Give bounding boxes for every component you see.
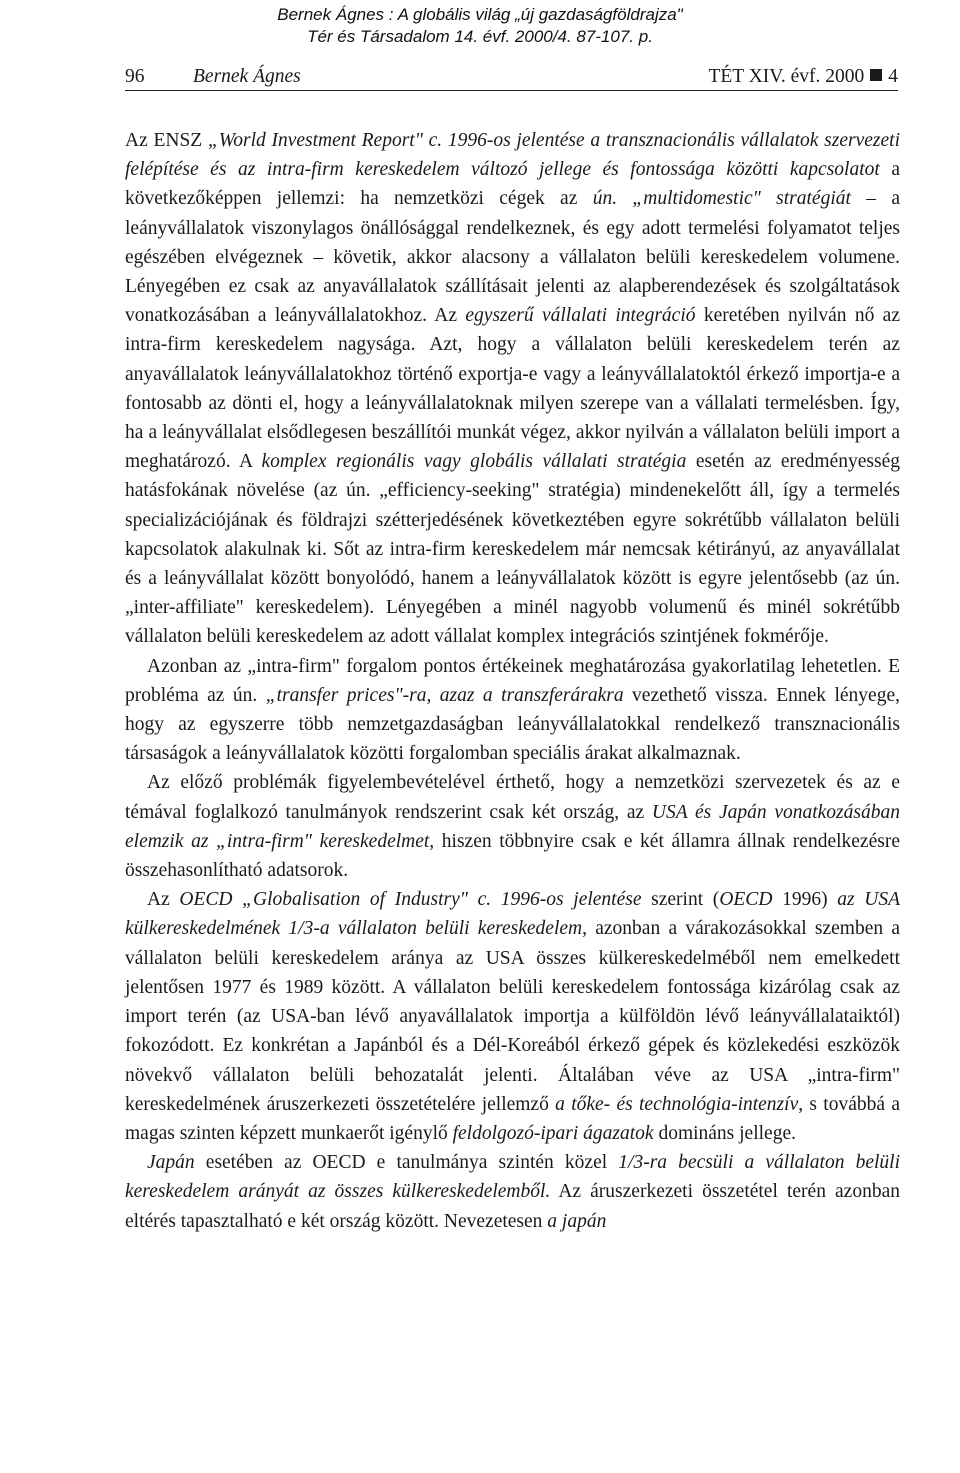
running-head <box>125 64 898 91</box>
body-text <box>125 126 900 1236</box>
italic-text-run: „World Investment Report" c. 1996-os jelentése a transznacionális vállalatok szervezeti felépítése és az intra-firm kereskedelem változó jellege és fontossága közötti kapcsolatot <box>125 130 900 181</box>
citation-header <box>0 4 960 48</box>
text-run: Az <box>147 889 180 911</box>
paragraph <box>125 768 900 885</box>
text-run: , s továbbá a magas szinten képzett munkaerőt igénylő <box>125 1093 900 1144</box>
italic-text-run: ún. „multidomestic" stratégiát <box>592 188 851 210</box>
italic-text-run: Japán <box>147 1152 195 1174</box>
citation-line-2: Tér és Társadalom 14. évf. 2000/4. 87-107. p. <box>307 27 653 46</box>
text-run: Az áruszerkezeti összetétel terén azonban eltérés tapasztalható e két ország között. Nevezetesen <box>125 1181 900 1232</box>
paragraph <box>125 126 900 652</box>
page-number: 96 <box>125 66 145 87</box>
italic-text-run: egyszerű vállalati integráció <box>465 305 696 327</box>
italic-text-run: a tőke- és technológia-intenzív <box>555 1093 799 1115</box>
italic-text-run: az USA külkereskedelmének 1/3-a vállalaton belüli kereskedelem <box>125 889 900 940</box>
text-run: Az ENSZ <box>125 130 208 151</box>
italic-text-run: 1/3-ra becsüli a vállalaton belüli kereskedelem arányát az összes külkereskedelemből. <box>125 1152 901 1203</box>
text-run: – a leányvállalatok viszonylagos önállósággal rendelkeznek, és egy adott termelési folyamatot teljes egészében elvégeznek – követik, akkor alacsony a vállalaton belüli kereskedelem volumene. Lényegében ez csak az anyavállalatok szállításait jelenti az alapberendezések és szolgáltatások vonatkozásában a leányvállalatokhoz. Az <box>125 188 901 327</box>
text-run: Az előző problémák figyelembevételével érthető, hogy a nemzetközi szervezetek és az e témával foglalkozó tanulmányok rendszerint csak két ország, az <box>125 772 900 823</box>
text-run: esetében az OECD e tanulmánya szintén közel <box>194 1152 619 1174</box>
citation-line-1: Bernek Ágnes : A globális világ „új gazdaságföldrajza" <box>277 5 683 24</box>
text-run: 1996) <box>772 889 838 911</box>
running-head-author: Bernek Ágnes <box>193 66 301 87</box>
paragraph <box>125 652 900 769</box>
running-head-journal <box>708 64 898 90</box>
italic-text-run: „transfer prices"-ra, azaz a transzferárakra <box>265 684 624 706</box>
text-run: esetén az eredményesség hatásfokának növelése (az ún. „efficiency-seeking" stratégia) mindenekelőtt áll, így a termelés specializációjának és földrajzi szétterjedésének következtében egyre sokrétűbb vállalaton belüli kapcsolatok alakulnak ki. Sőt az intra-firm kereskedelem már nemcsak kétirányú, az anyavállalat és a leányvállalat között bonyolódó, hanem a leányvállalatok között is egyre jelentősebb (az ún. „inter-affiliate" kereskedelem). Lényegében a minél nagyobb volumenű és minél sokrétűbb vállalaton belüli kereskedelem az adott vállalat komplex integrációs szintjének fokmérője. <box>125 451 900 648</box>
italic-text-run: USA és Japán vonatkozásában elemzik az „intra-firm" kereskedelmet <box>125 801 900 852</box>
text-run: Azonban az „intra-firm" forgalom pontos értékeinek meghatározása gyakorlatilag lehetetlen. E probléma az ún. <box>125 655 900 706</box>
text-run: domináns jellege. <box>653 1122 796 1144</box>
italic-text-run: feldolgozó-ipari ágazatok <box>452 1122 654 1144</box>
text-run: a következőképpen jellemzi: ha nemzetközi cégek az <box>125 159 900 210</box>
journal-volume: TÉT XIV. évf. 2000 <box>708 66 865 87</box>
text-run: vezethető vissza. Ennek lényege, hogy az egyszerre több nemzetgazdaságban leányvállalatokkal rendelkező transznacionális társaságok a leányvállalatok közötti forgalomban speciális árakat alkalmaznak. <box>125 684 900 765</box>
italic-text-run: OECD <box>719 889 773 911</box>
text-run: keretében nyilván nő az intra-firm kereskedelem nagysága. Azt, hogy a vállalaton belüli kereskedelem terén az anyavállalatok leányvállalatokhoz történő exportja-e vagy a leányvállalatoktól érkező importja-e a fontosabb az dönti el, hogy a leányvállalatoknak milyen szerepe van a vállalati termelésben. Így, ha a leányvállalat elsődlegesen beszállítói munkát végez, akkor nyilván a vállalaton belüli import a meghatározó. A <box>125 305 900 473</box>
paragraph <box>125 885 900 1148</box>
text-run: , azonban a várakozásokkal szemben a vállalaton belüli kereskedelem aránya az USA összes külkereskedelméből nem emelkedett jelentősen 1977 és 1989 között. A vállalaton belüli kereskedelem fontossága kizárólag csak az import terén (az USA-ban lévő anyavállalatok importja a külföldön lévő leányvállalataiktól) fokozódott. Ez konkrétan a Japánból és a Dél-Koreából érkező gépek és közlekedési eszközök növekvő vállalaton belüli behozatalát jelenti. Általában véve az USA „intra-firm" kereskedelmének áruszerkezeti összetételére jellemző <box>125 918 900 1115</box>
text-run: , hiszen többnyire csak e két államra állnak rendelkezésre összehasonlítható adatsorok. <box>125 830 900 882</box>
paragraph <box>125 1148 900 1236</box>
text-run: szerint ( <box>641 889 720 911</box>
italic-text-run: a japán <box>547 1210 607 1232</box>
journal-issue: 4 <box>888 66 898 87</box>
italic-text-run: OECD „Globalisation of Industry" c. 1996-os jelentése <box>179 889 642 911</box>
italic-text-run: komplex regionális vagy globális vállalati stratégia <box>261 451 687 473</box>
square-bullet-icon <box>870 69 882 81</box>
